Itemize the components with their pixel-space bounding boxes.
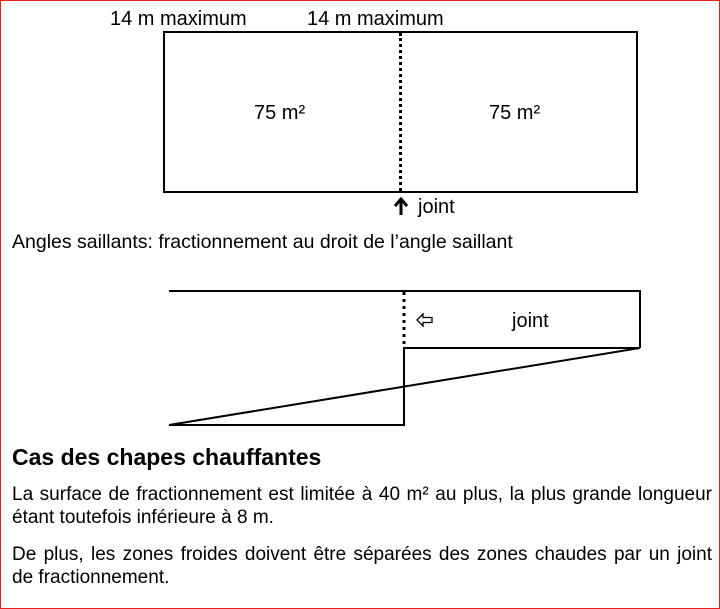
- section-title: Cas des chapes chauffantes: [12, 444, 322, 470]
- left-max-label: 14 m maximum: [110, 8, 247, 30]
- left-area-label: 75 m²: [254, 102, 306, 124]
- right-max-label: 14 m maximum: [307, 8, 444, 30]
- l-shape-slab: [168, 290, 644, 428]
- caption-text: Angles saillants: fractionnement au droit de l’angle saillant: [12, 231, 513, 253]
- paragraph-2: De plus, les zones froides doivent être séparées des zones chaudes par un joint de fractionnement.: [12, 544, 712, 588]
- joint-label-top: joint: [418, 196, 455, 218]
- paragraph-1: La surface de fractionnement est limitée à 40 m² au plus, la plus grande longueur étant toutefois inférieure à 8 m.: [12, 484, 712, 528]
- joint-label-side: joint: [512, 310, 549, 332]
- right-area-label: 75 m²: [489, 102, 541, 124]
- arrow-up-icon: [393, 197, 409, 217]
- joint-line: [399, 33, 402, 191]
- arrow-left-outline-icon: [416, 313, 434, 327]
